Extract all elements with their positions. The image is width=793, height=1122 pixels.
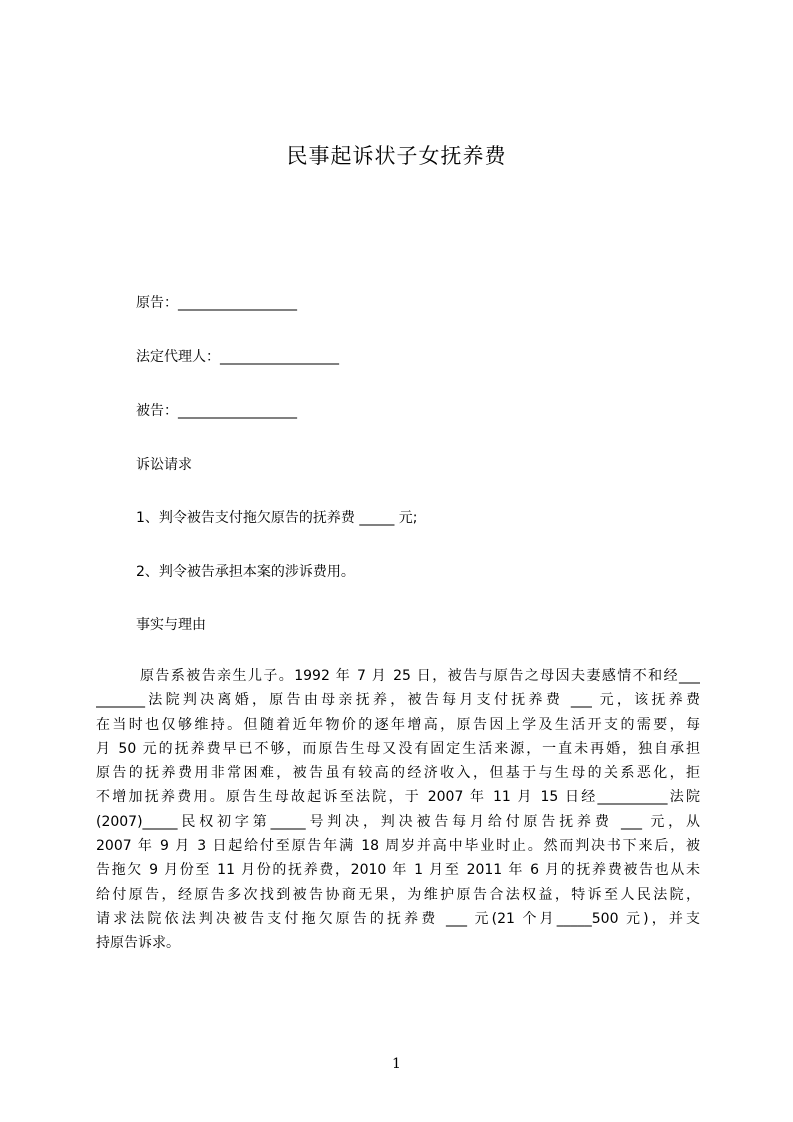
facts-line: 原告系被告亲生儿子。1992 年 7 月 25 日，被告与原告之母因夫妻感情不和经___ <box>140 668 700 684</box>
facts-line: 告拖欠 9 月份至 11 月份的抚养费，2010 年 1 月至 2011 年 6 月的抚养费被告也从未 <box>96 862 700 879</box>
facts-line: 持原告诉求。 <box>96 935 180 952</box>
facts-line: 在当时也仅够维持。但随着近年物价的逐年增高，原告因上学及生活开支的需要，每 <box>96 716 700 733</box>
facts-line: 原告的抚养费用非常困难，被告虽有较高的经济收入，但基于与生母的关系恶化，拒 <box>96 765 700 782</box>
facts-line: 请求法院依法判决被告支付拖欠原告的抚养费 ___ 元(21 个月_____500 元)，并支 <box>96 910 700 927</box>
facts-paragraph <box>96 664 700 956</box>
facts-heading: 事实与理由 <box>136 617 206 633</box>
facts-line: _______法院判决离婚，原告由母亲抚养，被告每月支付抚养费 ___ 元，该抚养费 <box>96 692 700 709</box>
facts-line: (2007)_____民权初字第_____号判决，判决被告每月给付原告抚养费 ___ 元，从 <box>96 813 700 830</box>
facts-line: 不增加抚养费用。原告生母故起诉至法院，于 2007 年 11 月 15 日经__________法院 <box>96 789 700 806</box>
plaintiff-field: 原告：_________________ <box>136 295 297 311</box>
claims-heading: 诉讼请求 <box>136 457 192 473</box>
page-number: 1 <box>392 1056 401 1072</box>
document-title: 民事起诉状子女抚养费 <box>286 144 507 168</box>
claim-item-1: 1、判令被告支付拖欠原告的抚养费 _____ 元; <box>136 510 418 526</box>
defendant-field: 被告：_________________ <box>136 403 297 419</box>
facts-line: 2007 年 9 月 3 日起给付至原告年满 18 周岁并高中毕业时止。然而判决书下来后，被 <box>96 838 700 855</box>
claim-item-2: 2、判令被告承担本案的涉诉费用。 <box>136 564 355 580</box>
facts-line: 给付原告，经原告多次找到被告协商无果，为维护原告合法权益，特诉至人民法院， <box>96 886 700 903</box>
facts-line: 月 50 元的抚养费早已不够，而原告生母又没有固定生活来源，一直未再婚，独自承担 <box>96 740 700 757</box>
legal-representative-field: 法定代理人：_________________ <box>136 349 339 365</box>
